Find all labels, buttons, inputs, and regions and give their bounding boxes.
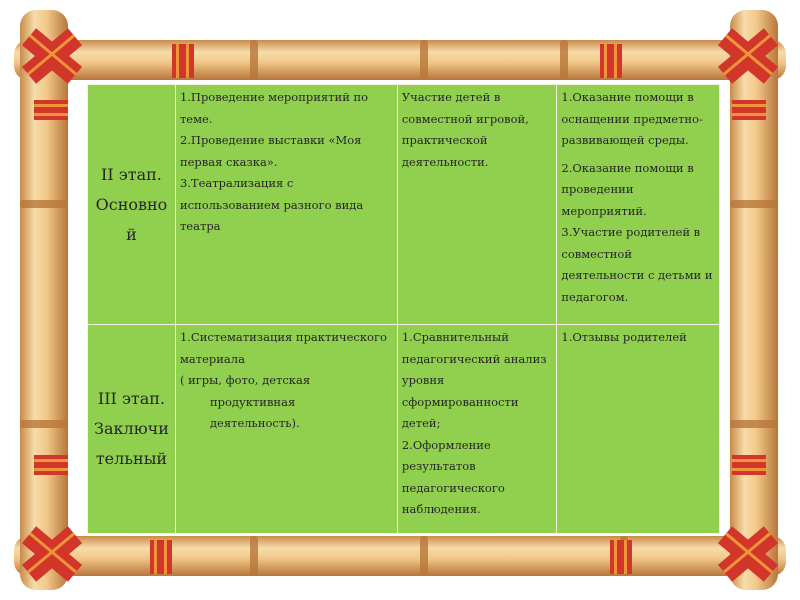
bamboo-right xyxy=(730,10,778,590)
stages-table-container xyxy=(87,84,720,533)
table-row xyxy=(88,325,720,534)
parents-item: 1.Отзывы родителей xyxy=(561,330,687,344)
activity-item: 1.Проведение мероприятий по теме. xyxy=(179,90,369,126)
stage-label-line: II этап. xyxy=(101,164,162,184)
activities-cell xyxy=(175,325,397,534)
activity-item: 3.Театрализация с использованием разного вида театра xyxy=(179,176,364,233)
parents-cell xyxy=(557,325,720,534)
bamboo-left xyxy=(20,10,68,590)
activity-item: 2.Проведение выставки «Моя первая сказка». xyxy=(179,133,362,169)
children-item: Участие детей в совместной игровой, практической деятельности. xyxy=(401,90,529,169)
parents-cell xyxy=(557,85,720,325)
stage-label-line: III этап. xyxy=(97,389,166,408)
parents-item: 2.Оказание помощи в проведении мероприятий. xyxy=(561,160,694,218)
table-row xyxy=(88,85,720,325)
bamboo-bottom xyxy=(14,536,786,576)
children-item: 2.Оформление результатов педагогического наблюдения. xyxy=(401,437,505,516)
stage-label-line: Заключи xyxy=(94,419,169,438)
stages-table xyxy=(87,84,720,534)
stage-cell xyxy=(88,85,176,325)
bamboo-top xyxy=(14,40,786,80)
stage-cell xyxy=(88,325,176,534)
parents-item: 3.Участие родителей в совместной деятельности с детьми и педагогом. xyxy=(561,225,713,304)
activity-item: продуктивная xyxy=(209,394,296,409)
stage-label-line: тельный xyxy=(95,449,168,468)
activities-cell xyxy=(175,85,397,325)
activity-item: ( игры, фото, детская xyxy=(179,373,311,387)
stage-label-line: Основно xyxy=(95,194,168,214)
activity-item: деятельность). xyxy=(209,416,300,430)
children-item: 1.Сравнительный педагогический анализ уровня сформированности детей; xyxy=(401,330,547,430)
activity-item: 1.Систематизация практического материала xyxy=(179,330,387,366)
stage-label-line: й xyxy=(126,224,137,244)
children-cell xyxy=(397,85,557,325)
children-cell xyxy=(397,325,557,534)
parents-item: 1.Оказание помощи в оснащении предметно-развивающей среды. xyxy=(561,90,703,147)
